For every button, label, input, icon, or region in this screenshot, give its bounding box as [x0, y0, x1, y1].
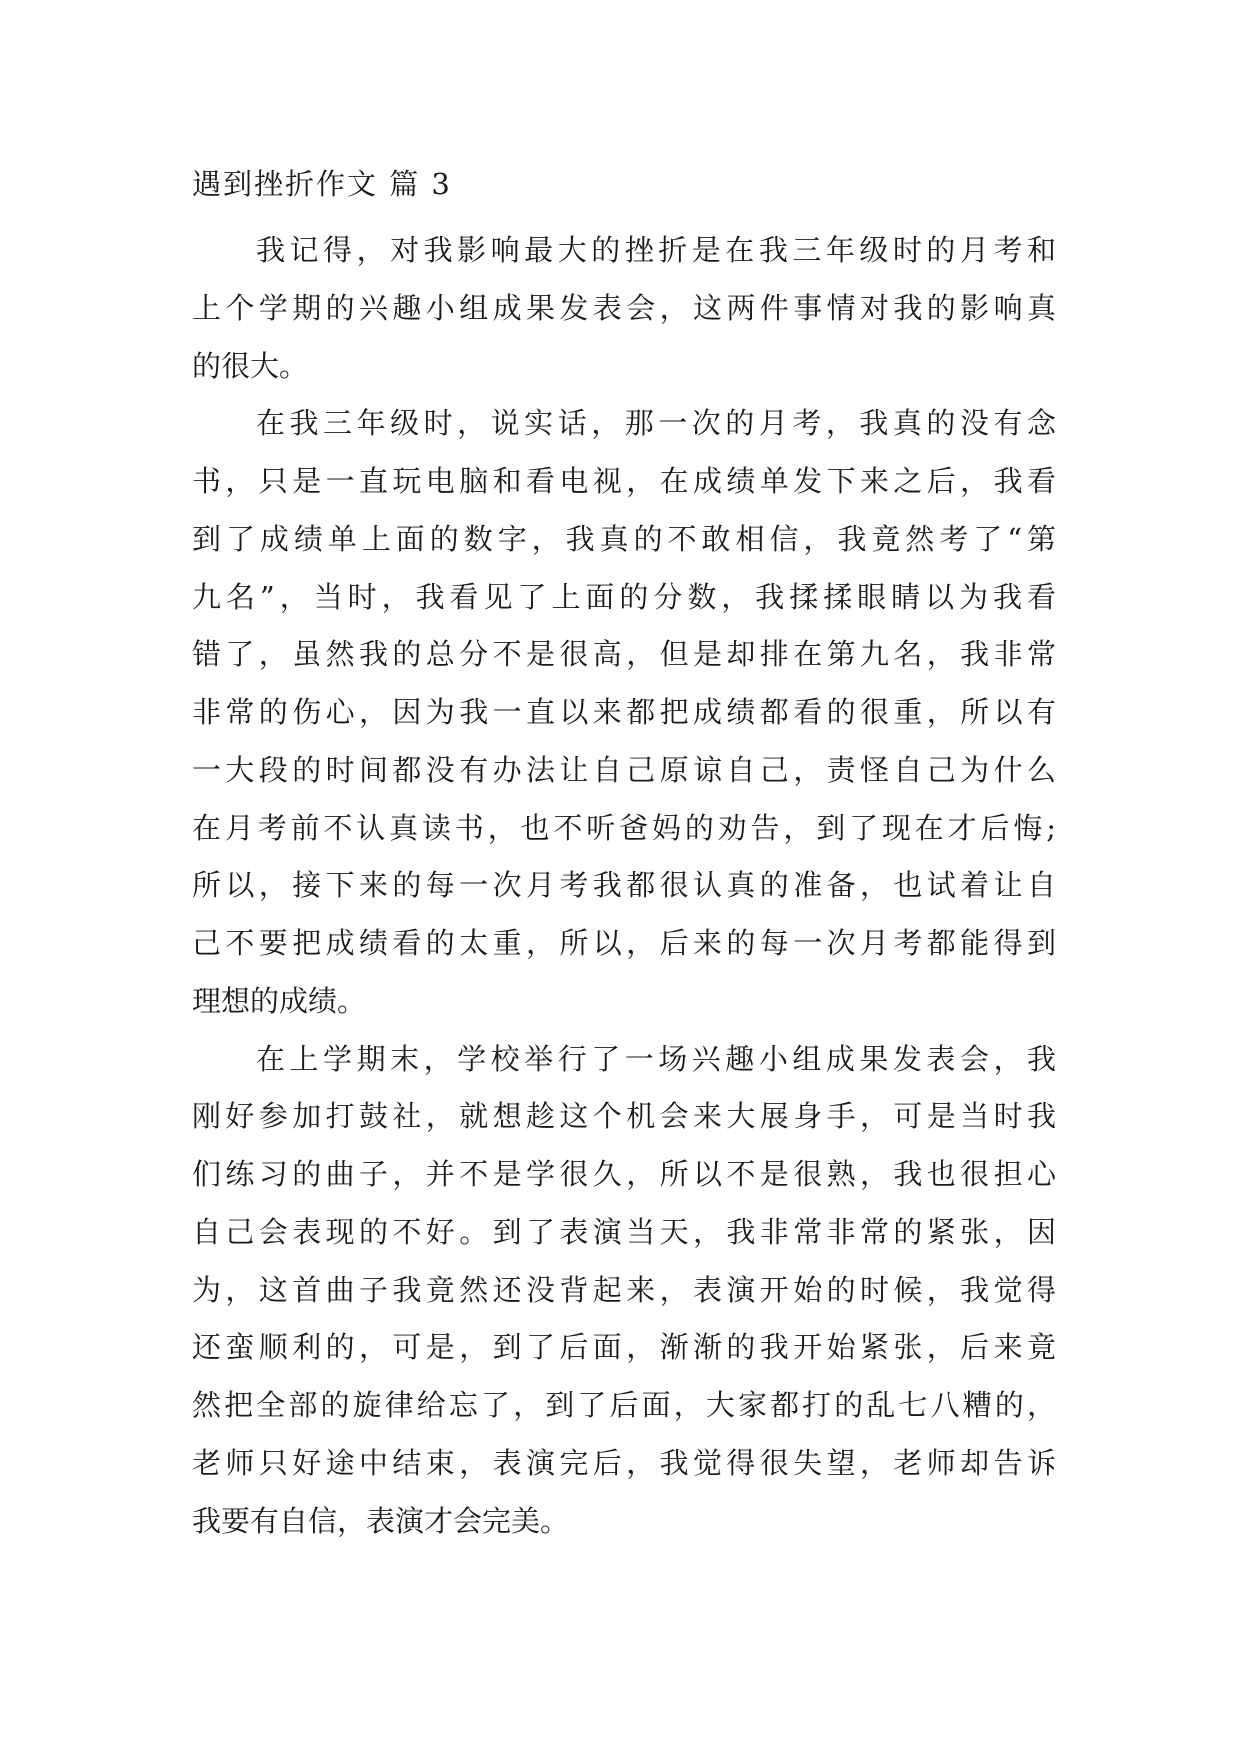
text-line: 我记得，对我影响最大的挫折是在我三年级时的月考和: [256, 233, 1056, 267]
text-line: 的很大。: [192, 348, 309, 383]
text-line: 自己会表现的不好。到了表演当天，我非常非常的紧张，因: [192, 1214, 1056, 1249]
text-line: 非常的伤心，因为我一直以来都把成绩都看的很重，所以有: [192, 695, 1056, 729]
text-line: 书，只是一直玩电脑和看电视，在成绩单发下来之后，我看: [192, 464, 1056, 498]
text-line: 错了，虽然我的总分不是很高，但是却排在第九名，我非常: [192, 637, 1056, 672]
document-body: [192, 222, 1056, 1550]
text-line: 在我三年级时，说实话，那一次的月考，我真的没有念: [256, 406, 1056, 441]
text-line: 所以，接下来的每一次月考我都很认真的准备，也试着让自: [192, 868, 1056, 903]
text-line: 上个学期的兴趣小组成果发表会，这两件事情对我的影响真: [192, 290, 1056, 325]
text-line: 还蛮顺利的，可是，到了后面，渐渐的我开始紧张，后来竟: [192, 1330, 1056, 1365]
text-line: 然把全部的旋律给忘了，到了后面，大家都打的乱七八糟的，: [192, 1388, 1056, 1422]
text-line: 一大段的时间都没有办法让自己原谅自己，责怪自己为什么: [192, 752, 1056, 787]
text-line: 己不要把成绩看的太重，所以，后来的每一次月考都能得到: [192, 926, 1056, 960]
text-line: 九名”，当时，我看见了上面的分数，我揉揉眼睛以为我看: [192, 579, 1056, 614]
document-title: 遇到挫折作文 篇 3: [192, 167, 452, 201]
text-line: 为，这首曲子我竟然还没背起来，表演开始的时候，我觉得: [192, 1272, 1056, 1307]
text-line: 理想的成绩。: [192, 983, 367, 1018]
text-line: 们练习的曲子，并不是学很久，所以不是很熟，我也很担心: [192, 1157, 1056, 1191]
text-line: 在月考前不认真读书，也不听爸妈的劝告，到了现在才后悔;: [192, 810, 1056, 845]
text-line: 到了成绩单上面的数字，我真的不敢相信，我竟然考了“第: [192, 521, 1056, 556]
text-line: 刚好参加打鼓社，就想趁这个机会来大展身手，可是当时我: [192, 1099, 1056, 1134]
text-line: 我要有自信，表演才会完美。: [192, 1503, 570, 1538]
text-line: 在上学期末，学校举行了一场兴趣小组成果发表会，我: [256, 1041, 1056, 1076]
text-line: 老师只好途中结束，表演完后，我觉得很失望，老师却告诉: [192, 1445, 1056, 1480]
